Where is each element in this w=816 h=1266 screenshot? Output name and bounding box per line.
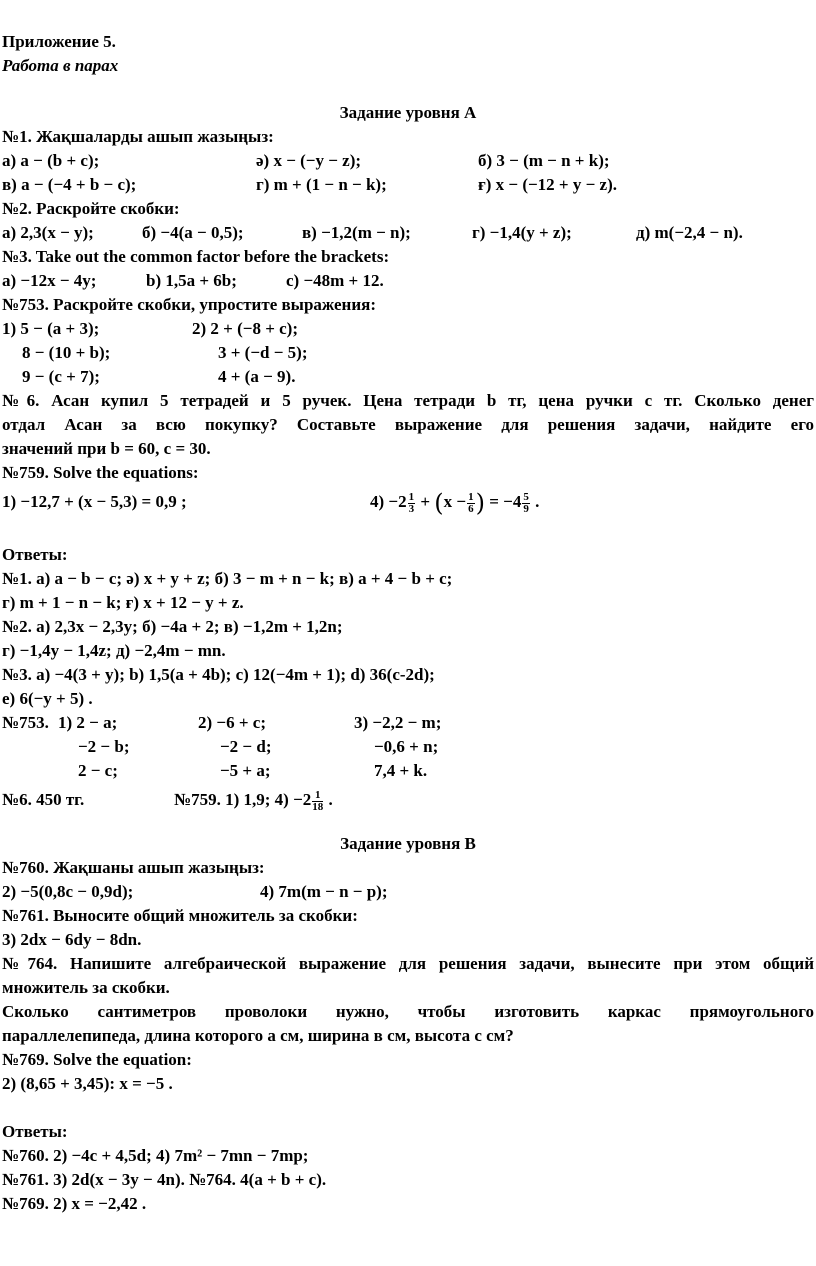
answers-a-line2: г) m + 1 − n − k; ғ) x + 12 − y + z. bbox=[2, 593, 244, 612]
answers-b-line3: №769. 2) x = −2,42 . bbox=[2, 1194, 147, 1213]
task6-line3: значений при b = 60, c = 30. bbox=[2, 439, 211, 458]
answers-a-line4: г) −1,4y − 1,4z; д) −2,4m − mn. bbox=[2, 641, 226, 660]
task1-g: г) m + (1 − n − k); bbox=[256, 175, 387, 194]
answers-753-r2c2: −2 − d; bbox=[220, 737, 272, 756]
task2-d: д) m(−2,4 − n). bbox=[636, 223, 743, 242]
eq4-paren-close: ) bbox=[475, 489, 485, 518]
answers-b-line1: №760. 2) −4c + 4,5d; 4) 7m² − 7mn − 7mp; bbox=[2, 1146, 309, 1165]
eq4-end: . bbox=[535, 492, 540, 511]
answers-753-label: №753. bbox=[2, 713, 49, 732]
task1-a: а) a − (b + c); bbox=[2, 151, 100, 170]
answers-b-title: Ответы: bbox=[2, 1122, 68, 1141]
eq4-f3-den: 9 bbox=[523, 502, 529, 515]
eq4-start: 4) −2 bbox=[370, 492, 407, 511]
task769-2: 2) (8,65 + 3,45): x = −5 . bbox=[2, 1074, 173, 1093]
task1-gh: ғ) x − (−12 + y − z). bbox=[478, 175, 617, 194]
task6-line1: №6. Асан купил 5 тетрадей и 5 ручек. Цена тетради b тг, цена ручки c тг. Сколько денег bbox=[2, 391, 814, 410]
task2-heading: №2. Раскройте скобки: bbox=[2, 199, 180, 218]
answers-753-r1c2: 2) −6 + c; bbox=[198, 713, 266, 732]
task2-v: в) −1,2(m − n); bbox=[302, 223, 411, 242]
task760-2: 2) −5(0,8c − 0,9d); bbox=[2, 882, 134, 901]
task760-4: 4) 7m(m − n − p); bbox=[260, 882, 388, 901]
task2-b: б) −4(a − 0,5); bbox=[142, 223, 244, 242]
task759-eq1: 1) −12,7 + (x − 5,3) = 0,9 ; bbox=[2, 492, 187, 511]
answers-a-line5: №3. а) −4(3 + y); b) 1,5(a + 4b); c) 12(−4m + 1); d) 36(c-2d); bbox=[2, 665, 435, 684]
answers-753-r3c1: 2 − c; bbox=[78, 761, 118, 780]
level-b-title: Задание уровня В bbox=[340, 834, 476, 853]
task3-b: b) 1,5a + 6b; bbox=[146, 271, 237, 290]
task769-heading: №769. Solve the equation: bbox=[2, 1050, 192, 1069]
work-mode-label: Работа в парах bbox=[2, 56, 119, 75]
answers-a-title: Ответы: bbox=[2, 545, 68, 564]
answers-a-line6: е) 6(−y + 5) . bbox=[2, 689, 93, 708]
answers-a-line1: №1. а) a − b − c; ә) x + y + z; б) 3 − m + n − k; в) a + 4 − b + c; bbox=[2, 569, 453, 588]
eq4-f1-num: 1 bbox=[408, 490, 415, 503]
task2-a: а) 2,3(x − y); bbox=[2, 223, 94, 242]
task753-r3c1: 9 − (c + 7); bbox=[22, 367, 100, 386]
task764-line4: параллелепипеда, длина которого а см, ширина в см, высота с см? bbox=[2, 1026, 514, 1045]
answers-759-end: . bbox=[328, 790, 333, 809]
answers-753-r2c1: −2 − b; bbox=[78, 737, 130, 756]
answers-753-r1c3: 3) −2,2 − m; bbox=[354, 713, 442, 732]
task2-g: г) −1,4(y + z); bbox=[472, 223, 572, 242]
answers-753-r3c3: 7,4 + k. bbox=[374, 761, 428, 780]
task753-r2c2: 3 + (−d − 5); bbox=[218, 343, 308, 362]
task760-heading: №760. Жақшаны ашып жазыңыз: bbox=[2, 858, 265, 877]
task764-line3: Сколько сантиметров проволоки нужно, чтобы изготовить каркас прямоугольного bbox=[2, 1002, 814, 1021]
appendix-label: Приложение 5. bbox=[2, 32, 116, 51]
answers-753-r1c1: 1) 2 − a; bbox=[58, 713, 118, 732]
task759-heading: №759. Solve the equations: bbox=[2, 463, 199, 482]
answers-759-num: 1 bbox=[312, 790, 323, 802]
task1-ae: ә) x − (−y − z); bbox=[256, 151, 362, 170]
task759-eq4 bbox=[370, 485, 539, 520]
answers-759-text: №759. 1) 1,9; 4) −2 bbox=[174, 790, 312, 809]
eq4-f2-den: 6 bbox=[468, 502, 474, 515]
answers-6: №6. 450 тг. bbox=[2, 790, 85, 809]
eq4-fraction-1 bbox=[408, 492, 416, 515]
eq4-equals: = −4 bbox=[489, 492, 522, 511]
answers-759-den: 18 bbox=[312, 800, 324, 813]
task753-r1c1: 1) 5 − (a + 3); bbox=[2, 319, 100, 338]
task761-3: 3) 2dx − 6dy − 8dn. bbox=[2, 930, 142, 949]
task753-r2c1: 8 − (10 + b); bbox=[22, 343, 111, 362]
task3-heading: №3. Take out the common factor before the brackets: bbox=[2, 247, 390, 266]
answers-759-fraction bbox=[312, 790, 323, 813]
answers-b-line2: №761. 3) 2d(x − 3y − 4n). №764. 4(a + b + c). bbox=[2, 1170, 327, 1189]
task764-line2: множитель за скобки. bbox=[2, 978, 170, 997]
task3-a: а) −12x − 4y; bbox=[2, 271, 97, 290]
eq4-fraction-2 bbox=[467, 492, 475, 515]
task1-b: б) 3 − (m − n + k); bbox=[478, 151, 610, 170]
level-a-title: Задание уровня А bbox=[339, 103, 477, 122]
eq4-f1-den: 3 bbox=[408, 502, 415, 515]
task753-heading: №753. Раскройте скобки, упростите выражения: bbox=[2, 295, 376, 314]
task764-line1: №764. Напишите алгебраической выражение для решения задачи, вынесите при этом общий bbox=[2, 954, 814, 973]
task761-heading: №761. Выносите общий множитель за скобки: bbox=[2, 906, 358, 925]
eq4-paren-open: ( bbox=[434, 489, 444, 518]
eq4-f3-num: 5 bbox=[523, 490, 529, 503]
eq4-inner: x − bbox=[443, 492, 467, 511]
task6-line2: отдал Асан за всю покупку? Составьте выражение для решения задачи, найдите его bbox=[2, 415, 814, 434]
answers-759 bbox=[174, 783, 333, 817]
task1-heading: №1. Жақшаларды ашып жазыңыз: bbox=[2, 127, 274, 146]
task753-r1c2: 2) 2 + (−8 + c); bbox=[192, 319, 299, 338]
task3-c: c) −48m + 12. bbox=[286, 271, 384, 290]
answers-753-r3c2: −5 + a; bbox=[220, 761, 271, 780]
eq4-plus: + bbox=[420, 492, 431, 511]
answers-753-r2c3: −0,6 + n; bbox=[374, 737, 439, 756]
eq4-f2-num: 1 bbox=[468, 490, 474, 503]
task753-r3c2: 4 + (a − 9). bbox=[218, 367, 296, 386]
task1-v: в) a − (−4 + b − c); bbox=[2, 175, 137, 194]
eq4-fraction-3 bbox=[522, 492, 530, 515]
answers-a-line3: №2. а) 2,3x − 2,3y; б) −4a + 2; в) −1,2m + 1,2n; bbox=[2, 617, 343, 636]
